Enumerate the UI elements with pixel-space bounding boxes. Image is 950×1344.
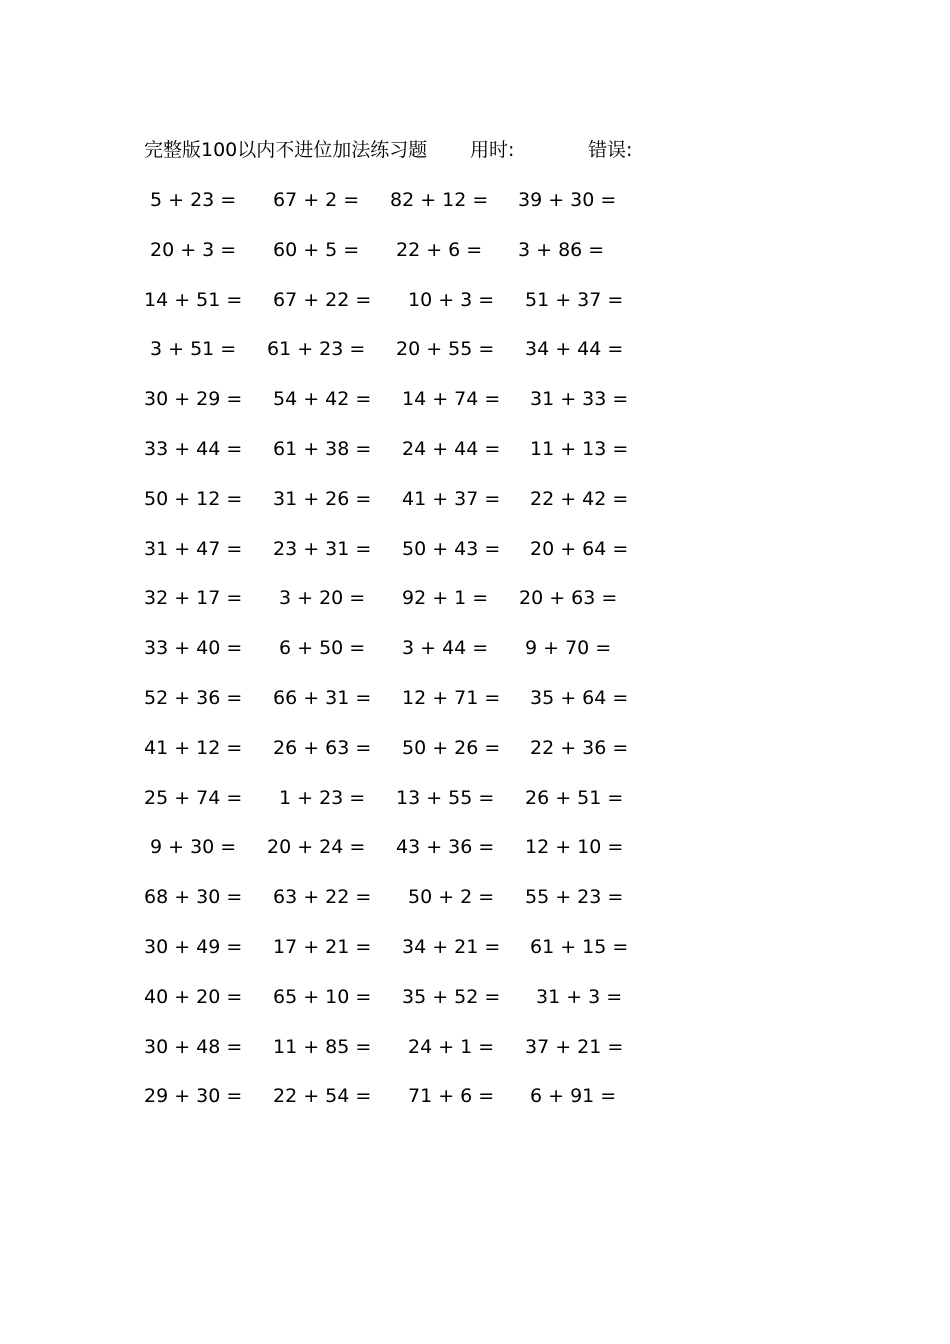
problem-r19-c2: 22 + 54 = xyxy=(273,1085,372,1107)
problem-r11-c1: 52 + 36 = xyxy=(144,687,243,709)
problem-r15-c4: 55 + 23 = xyxy=(525,886,624,908)
problem-r14-c1: 9 + 30 = xyxy=(150,836,237,858)
problem-r4-c4: 34 + 44 = xyxy=(525,338,624,360)
problem-r16-c4: 61 + 15 = xyxy=(530,936,629,958)
problem-r5-c3: 14 + 74 = xyxy=(402,388,501,410)
problem-r2-c4: 3 + 86 = xyxy=(518,239,605,261)
problem-r9-c1: 32 + 17 = xyxy=(144,587,243,609)
problem-r4-c3: 20 + 55 = xyxy=(396,338,495,360)
problem-r2-c1: 20 + 3 = xyxy=(150,239,237,261)
problem-r10-c3: 3 + 44 = xyxy=(402,637,489,659)
problem-r3-c4: 51 + 37 = xyxy=(525,289,624,311)
worksheet-title: 完整版100以内不进位加法练习题 xyxy=(144,139,428,161)
problem-r17-c2: 65 + 10 = xyxy=(273,986,372,1008)
problem-r15-c1: 68 + 30 = xyxy=(144,886,243,908)
problem-r19-c3: 71 + 6 = xyxy=(408,1085,495,1107)
problem-r12-c1: 41 + 12 = xyxy=(144,737,243,759)
problem-r14-c4: 12 + 10 = xyxy=(525,836,624,858)
problem-r15-c3: 50 + 2 = xyxy=(408,886,495,908)
problem-r3-c2: 67 + 22 = xyxy=(273,289,372,311)
problem-r19-c4: 6 + 91 = xyxy=(530,1085,617,1107)
problem-r7-c3: 41 + 37 = xyxy=(402,488,501,510)
problem-r16-c1: 30 + 49 = xyxy=(144,936,243,958)
problem-r7-c4: 22 + 42 = xyxy=(530,488,629,510)
problem-r7-c1: 50 + 12 = xyxy=(144,488,243,510)
problem-r14-c2: 20 + 24 = xyxy=(267,836,366,858)
problem-r3-c3: 10 + 3 = xyxy=(408,289,495,311)
problem-r10-c2: 6 + 50 = xyxy=(279,637,366,659)
problem-r11-c3: 12 + 71 = xyxy=(402,687,501,709)
problem-r1-c4: 39 + 30 = xyxy=(518,189,617,211)
problem-r13-c1: 25 + 74 = xyxy=(144,787,243,809)
problem-r3-c1: 14 + 51 = xyxy=(144,289,243,311)
problem-r6-c4: 11 + 13 = xyxy=(530,438,629,460)
problem-r5-c1: 30 + 29 = xyxy=(144,388,243,410)
problem-r12-c2: 26 + 63 = xyxy=(273,737,372,759)
problem-r15-c2: 63 + 22 = xyxy=(273,886,372,908)
problem-r1-c2: 67 + 2 = xyxy=(273,189,360,211)
problem-r4-c2: 61 + 23 = xyxy=(267,338,366,360)
problem-r1-c1: 5 + 23 = xyxy=(150,189,237,211)
errors-label: 错误: xyxy=(588,139,633,161)
problem-r9-c2: 3 + 20 = xyxy=(279,587,366,609)
problem-r8-c4: 20 + 64 = xyxy=(530,538,629,560)
problem-r10-c4: 9 + 70 = xyxy=(525,637,612,659)
problem-r8-c1: 31 + 47 = xyxy=(144,538,243,560)
problem-r18-c4: 37 + 21 = xyxy=(525,1036,624,1058)
problem-r12-c3: 50 + 26 = xyxy=(402,737,501,759)
problem-r1-c3: 82 + 12 = xyxy=(390,189,489,211)
problem-r7-c2: 31 + 26 = xyxy=(273,488,372,510)
problem-r18-c3: 24 + 1 = xyxy=(408,1036,495,1058)
problem-r14-c3: 43 + 36 = xyxy=(396,836,495,858)
problem-r8-c3: 50 + 43 = xyxy=(402,538,501,560)
problem-r10-c1: 33 + 40 = xyxy=(144,637,243,659)
problem-r17-c3: 35 + 52 = xyxy=(402,986,501,1008)
problem-r17-c1: 40 + 20 = xyxy=(144,986,243,1008)
problem-r2-c3: 22 + 6 = xyxy=(396,239,483,261)
problem-r13-c3: 13 + 55 = xyxy=(396,787,495,809)
problem-r6-c2: 61 + 38 = xyxy=(273,438,372,460)
problem-r16-c2: 17 + 21 = xyxy=(273,936,372,958)
problem-r12-c4: 22 + 36 = xyxy=(530,737,629,759)
problem-r8-c2: 23 + 31 = xyxy=(273,538,372,560)
problem-r16-c3: 34 + 21 = xyxy=(402,936,501,958)
problem-r17-c4: 31 + 3 = xyxy=(536,986,623,1008)
problem-r13-c4: 26 + 51 = xyxy=(525,787,624,809)
problem-r5-c2: 54 + 42 = xyxy=(273,388,372,410)
time-label: 用时: xyxy=(470,139,515,161)
problem-r6-c3: 24 + 44 = xyxy=(402,438,501,460)
problem-r11-c4: 35 + 64 = xyxy=(530,687,629,709)
problem-r18-c2: 11 + 85 = xyxy=(273,1036,372,1058)
problem-r19-c1: 29 + 30 = xyxy=(144,1085,243,1107)
problem-r5-c4: 31 + 33 = xyxy=(530,388,629,410)
problem-r11-c2: 66 + 31 = xyxy=(273,687,372,709)
problem-r9-c3: 92 + 1 = xyxy=(402,587,489,609)
problem-r2-c2: 60 + 5 = xyxy=(273,239,360,261)
problem-r18-c1: 30 + 48 = xyxy=(144,1036,243,1058)
problem-r9-c4: 20 + 63 = xyxy=(519,587,618,609)
problem-r6-c1: 33 + 44 = xyxy=(144,438,243,460)
problem-r4-c1: 3 + 51 = xyxy=(150,338,237,360)
problem-r13-c2: 1 + 23 = xyxy=(279,787,366,809)
